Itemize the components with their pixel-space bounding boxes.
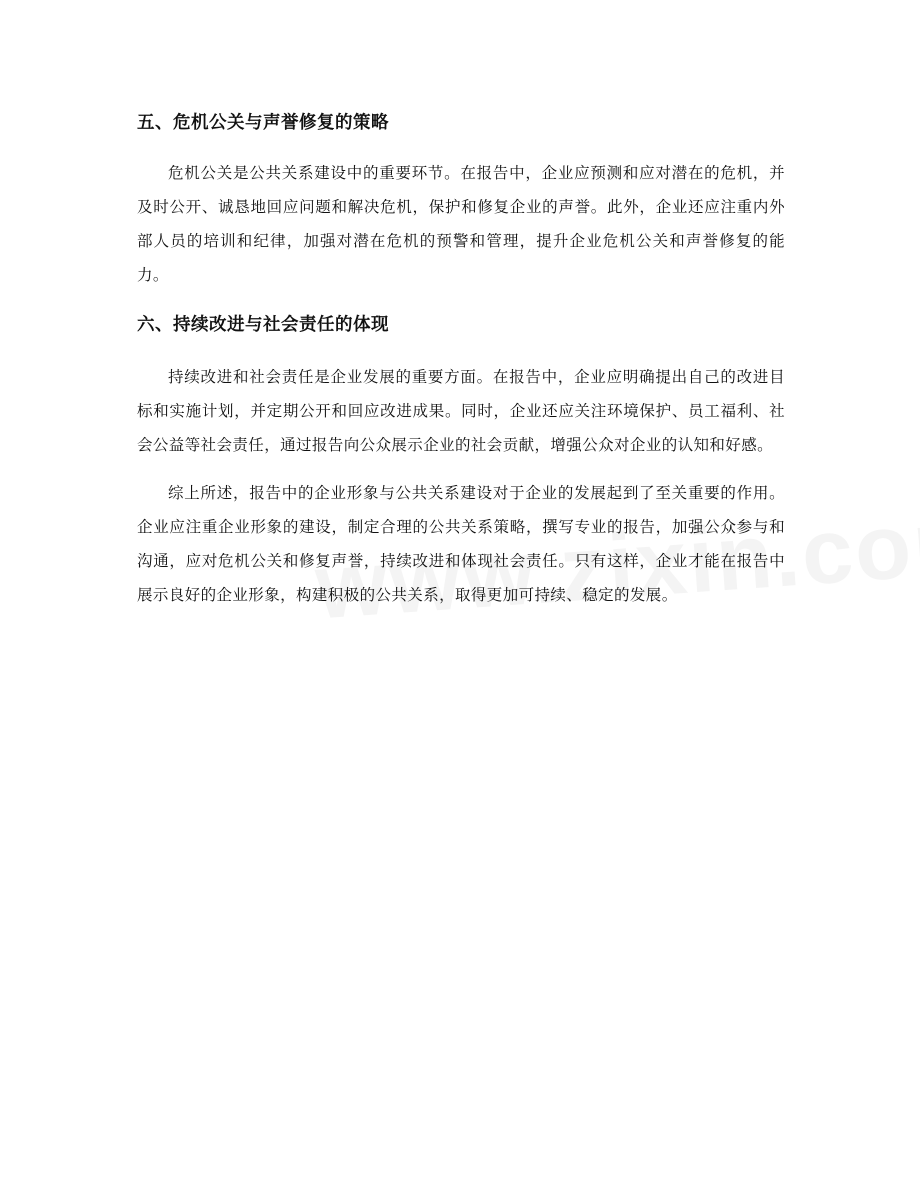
conclusion-paragraph: 综上所述，报告中的企业形象与公共关系建设对于企业的发展起到了至关重要的作用。企业应注重企业形象的建设，制定合理的公共关系策略，撰写专业的报告，加强公众参与和沟通，应对危机公关和修复声誉，持续改进和体现社会责任。只有这样，企业才能在报告中展示良好的企业形象，构建积极的公共关系，取得更加可持续、稳定的发展。 — [137, 484, 785, 604]
section-heading: 六、持续改进与社会责任的体现 — [137, 315, 389, 335]
body-paragraph: 持续改进和社会责任是企业发展的重要方面。在报告中，企业应明确提出自己的改进目标和实施计划，并定期公开和回应改进成果。同时，企业还应关注环境保护、员工福利、社会公益等社会责任，通过报告向公众展示企业的社会贡献，增强公众对企业的认知和好感。 — [137, 368, 785, 454]
document-body — [137, 108, 785, 612]
section-heading: 五、危机公关与声誉修复的策略 — [137, 113, 389, 133]
body-paragraph: 危机公关是公共关系建设中的重要环节。在报告中，企业应预测和应对潜在的危机，并及时公开、诚恳地回应问题和解决危机，保护和修复企业的声誉。此外，企业还应注重内外部人员的培训和纪律，加强对潜在危机的预警和管理，提升企业危机公关和声誉修复的能力。 — [137, 164, 785, 284]
